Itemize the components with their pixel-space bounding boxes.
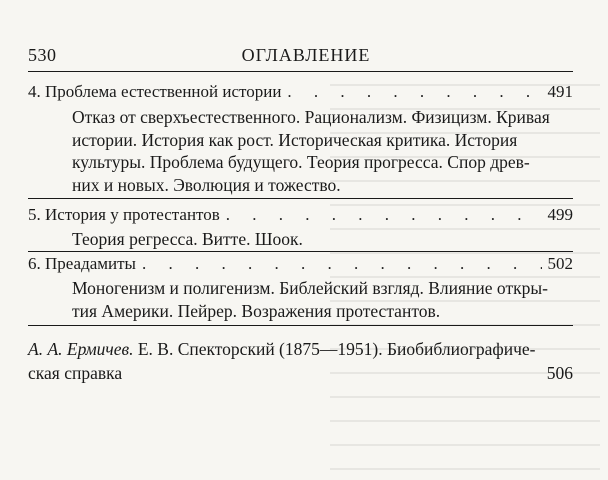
toc-entry-title: 4. Проблема естественной истории [28,82,282,101]
toc-entry-6[interactable] [28,252,573,276]
appendix-title: Е. В. Спекторский (1875—1951). Биобиблиографиче- [137,339,536,359]
description-line: Отказ от сверхъестественного. Рационализм. Физицизм. Кривая [72,107,550,127]
toc-entry-4[interactable] [28,80,573,104]
dot-leader [142,252,542,276]
toc-entry-page: 499 [547,205,573,224]
page-number: 530 [28,45,57,65]
running-title: ОГЛАВЛЕНИЕ [241,45,371,65]
toc-entry-description [72,228,542,251]
toc-entry-title: 6. Преадамиты [28,254,136,273]
description-line: Теория регресса. Витте. Шоок. [72,229,303,249]
toc-entry-description [72,106,550,196]
dot-leader [226,203,542,227]
entry-separator [28,325,573,326]
description-line: культуры. Проблема будущего. Теория прогресса. Спор древ- [72,152,530,172]
toc-entry-page: 506 [546,363,573,383]
author-name: А. А. Ермичев. [28,339,134,359]
toc-entry-description [72,277,548,322]
toc-entry-5[interactable] [28,203,573,227]
dot-leader [287,80,541,104]
toc-entry-page: 491 [547,82,573,101]
description-line: Моногенизм и полигенизм. Библейский взгляд. Влияние откры- [72,278,548,298]
description-line: тия Америки. Пейрер. Возражения протестантов. [72,300,441,321]
toc-entry-page: 502 [547,254,573,273]
appendix-title-cont: ская справка [28,363,123,383]
page-header [28,45,584,69]
entry-separator [28,198,573,199]
toc-entry-title: 5. История у протестантов [28,205,220,224]
appendix-line-1 [28,337,573,361]
toc-entry-appendix[interactable] [28,337,573,385]
appendix-line-2 [28,361,573,385]
description-line: них и новых. Эволюция и тожество. [72,174,341,195]
description-line: истории. История как рост. Историческая критика. История [72,129,518,150]
header-rule [28,71,573,72]
